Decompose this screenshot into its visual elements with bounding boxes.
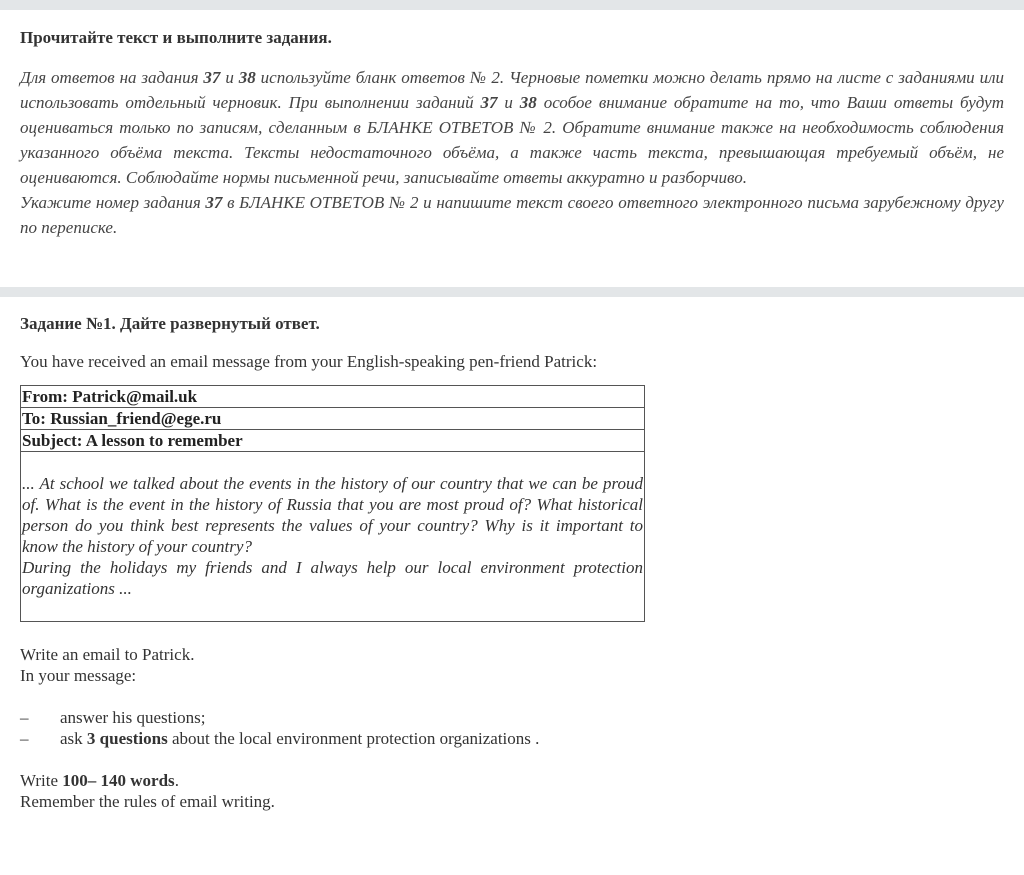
bullet-ask-suffix: about the local environment protection organizations . bbox=[167, 729, 540, 748]
email-from: From: Patrick@mail.uk bbox=[21, 386, 644, 408]
middle-separator bbox=[0, 287, 1024, 297]
instructions-section bbox=[0, 10, 1024, 287]
instructions-paragraph-2 bbox=[20, 190, 1004, 240]
email-box bbox=[20, 385, 645, 622]
email-body-paragraph-1: ... At school we talked about the events in the history of our country that we can be proud of. What is the event in the history of Russia that you are most proud of? What historical person do you think best represents the values of your country? Why is it important to know the history of your country? bbox=[22, 474, 643, 556]
instruction-segment: Для ответов на задания bbox=[20, 68, 204, 87]
instruction-segment: в БЛАНКЕ ОТВЕТОВ № 2 и напишите текст своего ответного электронного письма зарубежному другу по переписке. bbox=[20, 193, 1004, 237]
remember-line: Remember the rules of email writing. bbox=[20, 792, 275, 811]
email-subject: Subject: A lesson to remember bbox=[21, 430, 644, 452]
instructions-text bbox=[20, 65, 1004, 240]
task-lead: You have received an email message from your English-speaking pen-friend Patrick: bbox=[20, 352, 598, 371]
top-separator bbox=[0, 0, 1024, 10]
task-number-bold: 38 bbox=[519, 93, 537, 112]
instructions-paragraph-1 bbox=[20, 65, 1004, 190]
list-item bbox=[20, 728, 1004, 749]
section-title: Прочитайте текст и выполните задания. bbox=[20, 28, 332, 47]
task-instructions bbox=[20, 644, 1004, 812]
email-body-paragraph-2: During the holidays my friends and I always help our local environment protection organizations ... bbox=[22, 558, 643, 598]
word-count-prefix: Write bbox=[20, 771, 63, 790]
word-count-line bbox=[20, 770, 1004, 791]
email-body bbox=[21, 452, 644, 621]
dash-marker: – bbox=[20, 729, 29, 748]
dash-marker: – bbox=[20, 708, 29, 727]
task-title: Задание №1. Дайте развернутый ответ. bbox=[20, 314, 320, 333]
task-number-bold: 37 bbox=[203, 68, 221, 87]
instruction-segment: Укажите номер задания bbox=[20, 193, 206, 212]
in-message-line: In your message: bbox=[20, 666, 137, 685]
write-email-line: Write an email to Patrick. bbox=[20, 645, 195, 664]
task-section bbox=[0, 297, 1024, 812]
word-count-suffix: . bbox=[174, 771, 179, 790]
email-to: To: Russian_friend@ege.ru bbox=[21, 408, 644, 430]
bullet-answer-questions: answer his questions; bbox=[60, 708, 206, 727]
word-count-bold: 100– 140 words bbox=[62, 771, 175, 790]
bullet-ask-bold: 3 questions bbox=[86, 729, 168, 748]
task-number-bold: 38 bbox=[238, 68, 256, 87]
bullet-ask-prefix: ask bbox=[60, 729, 87, 748]
task-number-bold: 37 bbox=[205, 193, 223, 212]
instruction-segment: и bbox=[497, 93, 520, 112]
requirements-list bbox=[20, 707, 1004, 749]
instruction-segment: особое внимание обратите на то, что Ваши ответы будут оцениваться только по записям, сделанным в БЛАНКЕ ОТВЕТОВ № 2. Обратите внимание также на необходимость соблюдения указанного объёма текста. Тексты недостаточного объёма, а также часть текста, превышающая требуемый объём, не оцениваются. Соблюдайте нормы письменной речи, записывайте ответы аккуратно и разборчиво. bbox=[20, 93, 1004, 187]
instruction-segment: используйте бланк ответов № 2. Черновые пометки можно делать прямо на листе с заданиями или использовать отдельный черновик. При выполнении заданий bbox=[20, 68, 1005, 112]
bullet-ask-questions bbox=[60, 728, 539, 749]
instruction-segment: и bbox=[220, 68, 239, 87]
list-item bbox=[20, 707, 1004, 728]
task-number-bold: 37 bbox=[480, 93, 498, 112]
